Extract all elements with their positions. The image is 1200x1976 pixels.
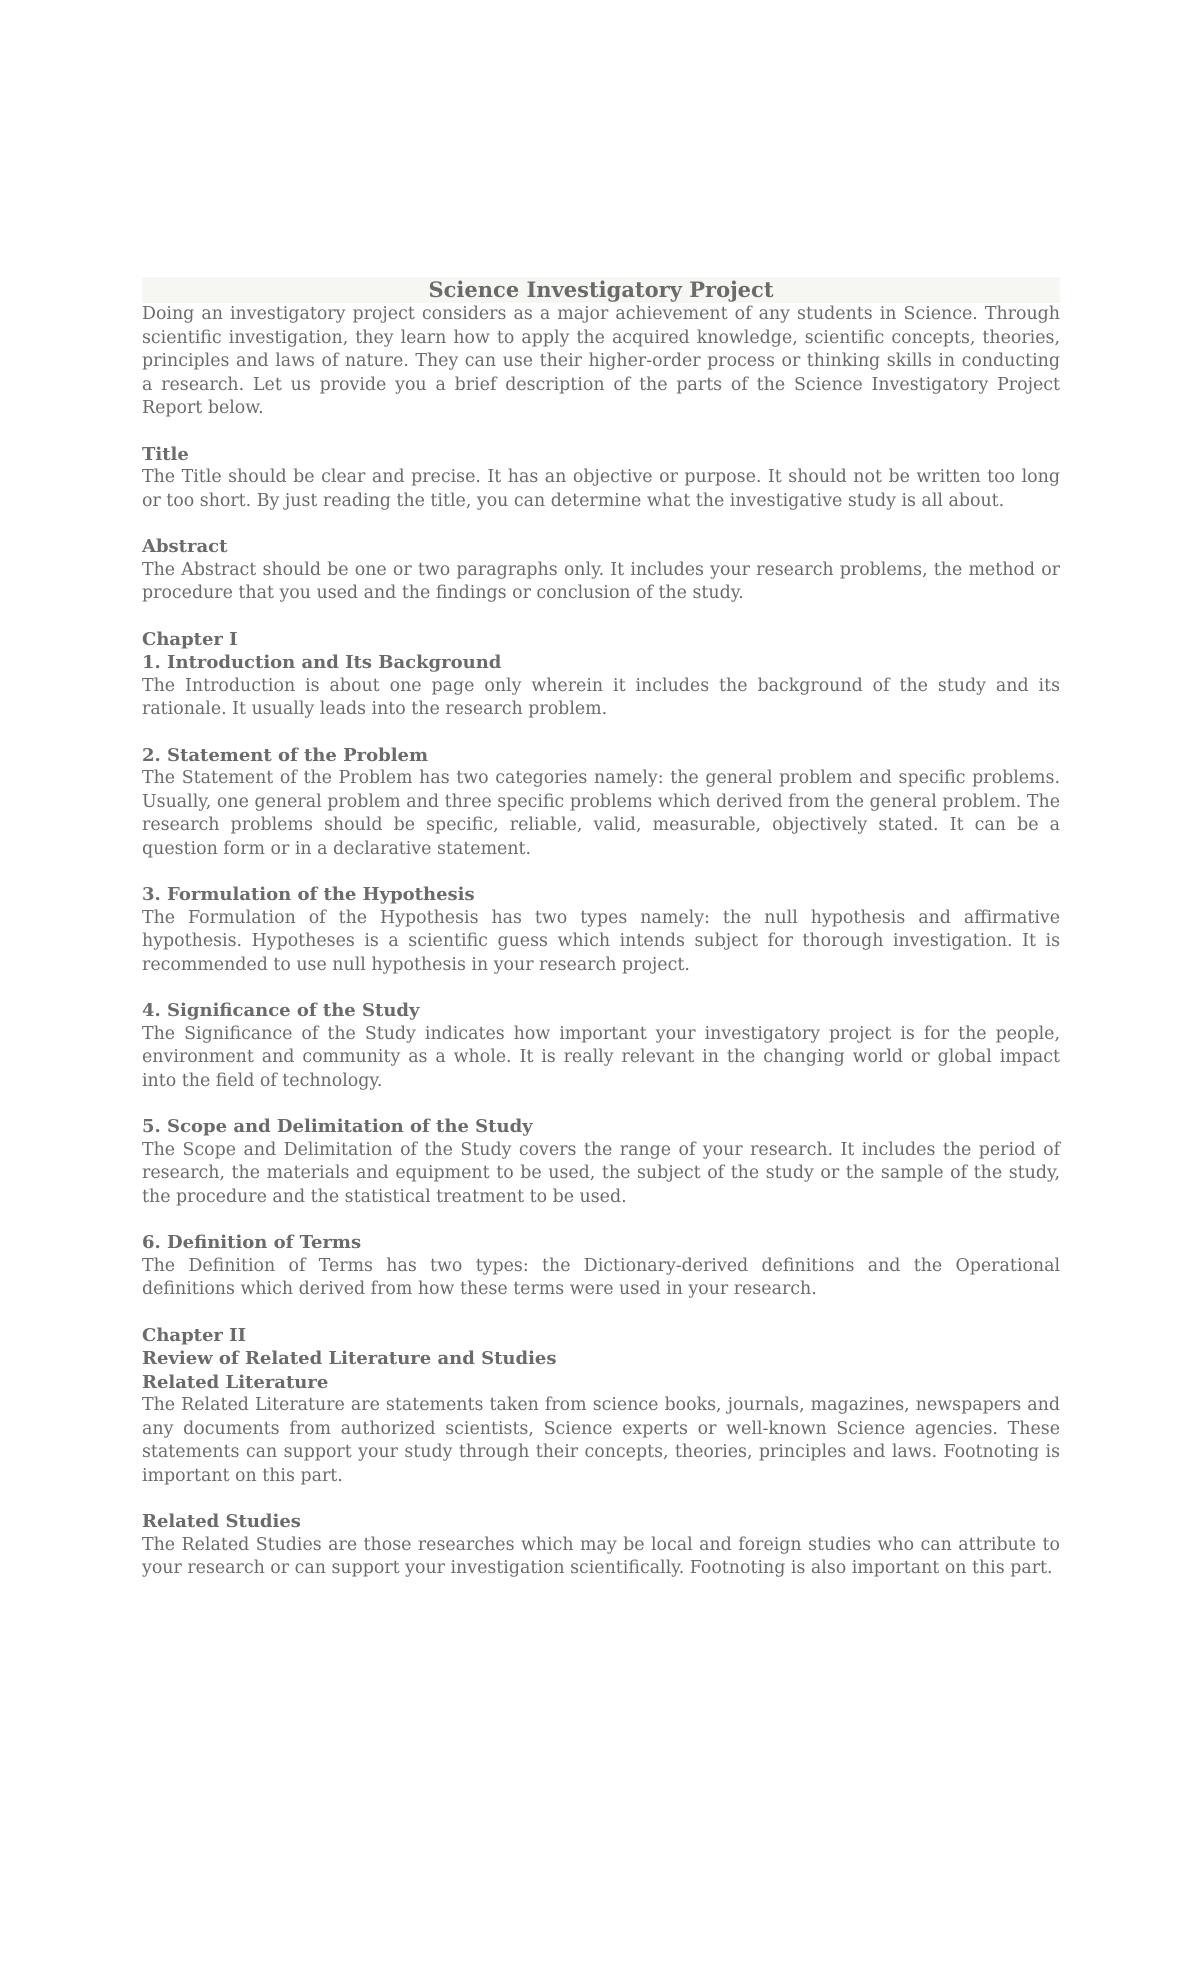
spacer: [142, 722, 1060, 744]
abstract-paragraph: The Abstract should be one or two paragraphs only. It includes your research problems, the method or procedure that you used and the findings or conclusion of the study.: [142, 559, 1060, 603]
related-studies-heading: Related Studies: [142, 1511, 301, 1532]
significance-paragraph: The Significance of the Study indicates how important your investigatory project is for the people, environment and community as a whole. It is really relevant in the changing world or global impact into the field of technology.: [142, 1023, 1060, 1091]
intro-paragraph: Doing an investigatory project considers as a major achievement of any students in Science. Through scientific investigation, they learn how to apply the acquired knowledge, scientific concepts, theories, principles and laws of nature. They can use their higher-order process or thinking skills in conducting a research. Let us provide you a brief description of the parts of the Science Investigatory Project Report below.: [142, 304, 1060, 418]
spacer: [142, 1209, 1060, 1231]
spacer: [142, 1488, 1060, 1510]
spacer: [142, 421, 1060, 443]
definition-heading: 6. Definition of Terms: [142, 1232, 362, 1253]
spacer: [142, 606, 1060, 628]
spacer: [142, 861, 1060, 883]
hypothesis-paragraph: The Formulation of the Hypothesis has two types namely: the null hypothesis and affirmative hypothesis. Hypotheses is a scientific guess which intends subject for thorough investigation. It is recommended to use null hypothesis in your research project.: [142, 907, 1060, 975]
significance-heading: 4. Significance of the Study: [142, 1000, 420, 1021]
definition-paragraph: The Definition of Terms has two types: the Dictionary-derived definitions and the Operational definitions which derived from how these terms were used in your research.: [142, 1255, 1060, 1299]
hypothesis-heading: 3. Formulation of the Hypothesis: [142, 884, 475, 905]
abstract-heading: Abstract: [142, 536, 228, 557]
chapter-1-heading: Chapter I: [142, 628, 238, 650]
spacer: [142, 977, 1060, 999]
chapter-2-heading: Chapter II: [142, 1324, 247, 1346]
title-heading: Title: [142, 443, 189, 465]
problem-paragraph: The Statement of the Problem has two categories namely: the general problem and specific problems. Usually, one general problem and three specific problems which derived from the general problem. The research problems should be specific, reliable, valid, measurable, objectively stated. It can be a question form or in a declarative statement.: [142, 768, 1060, 859]
related-studies-paragraph: The Related Studies are those researches which may be local and foreign studies who can attribute to your research or can support your investigation scientifically. Footnoting is also important on this part.: [142, 1534, 1060, 1578]
spacer: [142, 1093, 1060, 1115]
introduction-paragraph: The Introduction is about one page only wherein it includes the background of the study and its rationale. It usually leads into the research problem.: [142, 675, 1060, 719]
introduction-heading: 1. Introduction and Its Background: [142, 652, 502, 673]
related-literature-heading: Related Literature: [142, 1371, 329, 1393]
spacer: [142, 513, 1060, 535]
title-paragraph: The Title should be clear and precise. It has an objective or purpose. It should not be written too long or too short. By just reading the title, you can determine what the investigative study is all about.: [142, 467, 1060, 511]
document-title: Science Investigatory Project: [142, 277, 1060, 303]
spacer: [142, 1302, 1060, 1324]
problem-heading: 2. Statement of the Problem: [142, 744, 429, 766]
scope-heading: 5. Scope and Delimitation of the Study: [142, 1116, 533, 1137]
document-page: [142, 277, 1060, 1581]
related-literature-paragraph: The Related Literature are statements taken from science books, journals, magazines, newspapers and any documents from authorized scientists, Science experts or well-known Science agencies. These statements can support your study through their concepts, theories, principles and laws. Footnoting is important on this part.: [142, 1395, 1060, 1486]
scope-paragraph: The Scope and Delimitation of the Study covers the range of your research. It includes the period of research, the materials and equipment to be used, the subject of the study or the sample of the study, the procedure and the statistical treatment to be used.: [142, 1139, 1060, 1207]
review-heading: Review of Related Literature and Studies: [142, 1348, 557, 1369]
